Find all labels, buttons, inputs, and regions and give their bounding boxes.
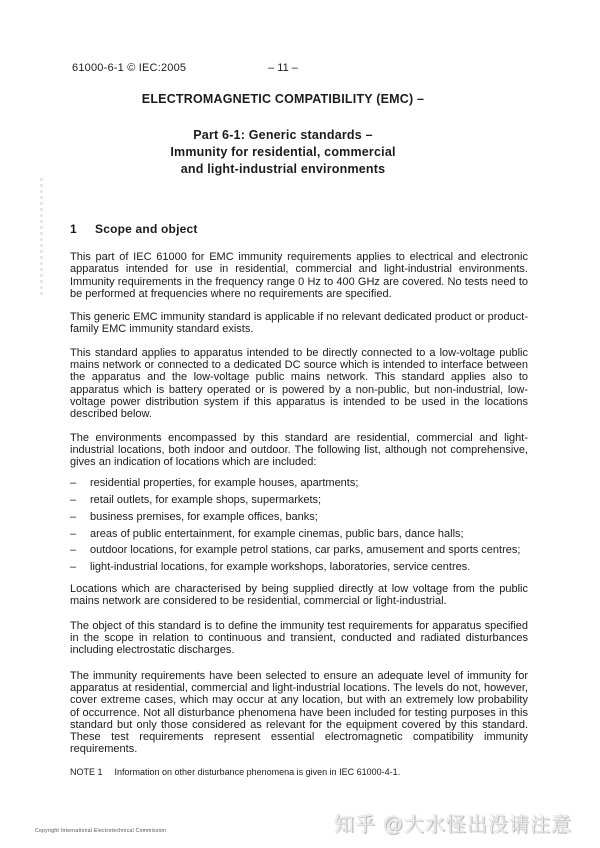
page-content (70, 62, 528, 778)
list-item (70, 477, 528, 489)
list-item-text: areas of public entertainment, for example cinemas, public bars, dance halls; (90, 527, 464, 540)
document-subtitle (70, 127, 496, 178)
paragraph-locations: Locations which are characterised by being supplied directly at low voltage from the public mains network are considered to be residential, commercial or light-industrial. (70, 583, 528, 608)
page-header (70, 62, 528, 74)
list-item (70, 511, 528, 523)
paragraph-scope-4: The environments encompassed by this standard are residential, commercial and light-industrial locations, both indoor and outdoor. The following list, although not comprehensive, gives an indication of locations which are included: (70, 431, 528, 469)
locations-list (70, 477, 528, 573)
document-reference: 61000-6-1 © IEC:2005 (72, 62, 187, 74)
list-item-text: light-industrial locations, for example workshops, laboratories, service centres. (90, 560, 471, 573)
subtitle-line-2: Immunity for residential, commercial (170, 145, 396, 159)
list-item-text: residential properties, for example houses, apartments; (90, 477, 359, 490)
section-heading (70, 222, 528, 236)
zhihu-watermark: 知乎 @大水怪出没请注意 (334, 814, 572, 836)
list-item-text: outdoor locations, for example petrol stations, car parks, amusement and sports centres; (90, 544, 521, 557)
list-dash: – (70, 560, 77, 573)
paragraph-scope-3: This standard applies to apparatus intended to be directly connected to a low-voltage public mains network or connected to a dedicated DC source which is intended to interface between the apparatus and the low-voltage public mains network. This standard applies also to apparatus which is battery operated or is powered by a non-public, but non-industrial, low-voltage power distribution system if this apparatus is intended to be used in the locations described below. (70, 346, 528, 421)
list-item-text: business premises, for example offices, banks; (90, 510, 318, 523)
page-number: – 11 – (268, 62, 298, 74)
note-text: Information on other disturbance phenomena is given in IEC 61000-4-1. (114, 766, 401, 777)
list-item (70, 528, 528, 540)
list-item (70, 561, 528, 573)
copyright-line: Copyright International Electrotechnical Commission (35, 828, 167, 834)
list-item-text: retail outlets, for example shops, supermarkets; (90, 494, 322, 507)
margin-vertical-watermark (40, 178, 43, 296)
list-dash: – (70, 527, 77, 540)
paragraph-immunity: The immunity requirements have been selected to ensure an adequate level of immunity for apparatus at residential, commercial and light-industrial locations. The levels do not, however, cover extreme cases, which may occur at any location, but with an extremely low probability of occurrence. Not all disturbance phenomena have been included for testing purposes in this standard but only those considered as relevant for the equipment covered by this standard. These test requirements represent essential electromagnetic compatibility immunity requirements. (70, 669, 528, 756)
paragraph-scope-1: This part of IEC 61000 for EMC immunity requirements applies to electrical and electronic apparatus intended for use in residential, commercial and light-industrial environments. Immunity requirements in the frequency range 0 Hz to 400 GHz are covered. No tests need to be performed at frequencies where no requirements are specified. (70, 251, 528, 300)
list-item (70, 494, 528, 506)
note-label: NOTE 1 (70, 766, 103, 777)
subtitle-line-3: and light-industrial environments (180, 162, 386, 176)
paragraph-scope-2: This generic EMC immunity standard is applicable if no relevant dedicated product or product-family EMC immunity standard exists. (70, 311, 528, 336)
section-number: 1 (70, 222, 77, 236)
subtitle-line-1: Part 6-1: Generic standards – (193, 128, 373, 142)
list-dash: – (70, 544, 77, 557)
list-dash: – (70, 494, 77, 507)
note-1 (70, 767, 528, 778)
list-dash: – (70, 510, 77, 523)
paragraph-object: The object of this standard is to define the immunity test requirements for apparatus specified in the scope in relation to continuous and transient, conducted and radiated disturbances including electrostatic discharges. (70, 619, 528, 657)
list-item (70, 544, 528, 556)
document-title: ELECTROMAGNETIC COMPATIBILITY (EMC) – (141, 92, 425, 106)
section-title: Scope and object (95, 222, 198, 236)
list-dash: – (70, 477, 77, 490)
